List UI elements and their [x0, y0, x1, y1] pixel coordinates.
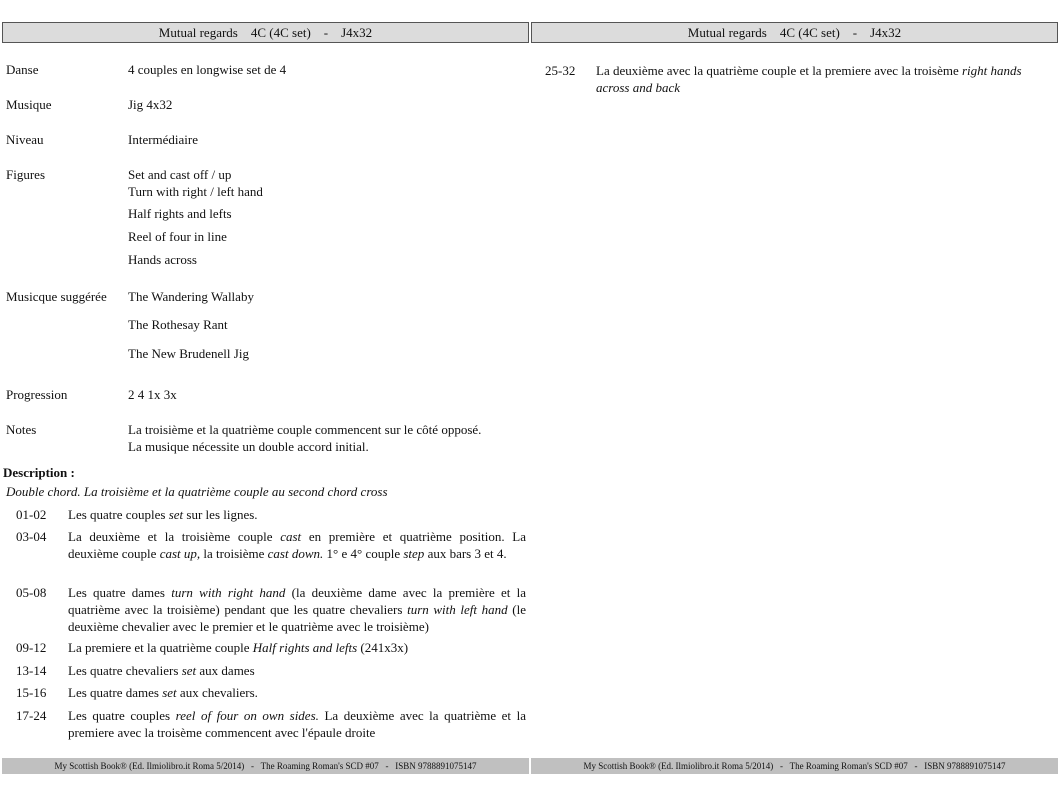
step-text-run: La deuxième avec la quatrième couple et la premiere avec la troisème: [596, 63, 962, 78]
step-text: [68, 639, 526, 656]
step-text-run: aux bars 3 et 4.: [424, 546, 507, 561]
suggested-tune: The Rothesay Rant: [128, 317, 228, 332]
step-text-run: aux dames: [196, 663, 255, 678]
figure-term: step: [403, 546, 425, 561]
figure-term: Half rights and lefts: [252, 640, 358, 655]
step-text: [68, 506, 526, 523]
page-header: Mutual regards 4C (4C set) - J4x32: [2, 22, 529, 43]
step-text-run: (241x3x): [357, 640, 409, 655]
figure-term: cast down.: [267, 546, 324, 561]
step-text-run: Les quatre couples: [68, 507, 169, 522]
niveau-value: Intermédiaire: [128, 132, 199, 147]
step-text-run: La deuxième et la troisième couple: [68, 529, 281, 544]
suggested-music-label: Musicque suggérée: [6, 289, 107, 304]
step-bars: 09-12: [16, 640, 47, 655]
step-bars: 03-04: [16, 529, 47, 544]
figure-item: Half rights and lefts: [128, 206, 232, 221]
step-bars: 13-14: [16, 663, 47, 678]
figure-term: reel of four on own sides.: [175, 708, 319, 723]
figure-item: Turn with right / left hand: [128, 184, 263, 199]
figure-term: set: [162, 685, 177, 700]
danse-label: Danse: [6, 62, 39, 77]
figure-term: right hands across and back: [596, 63, 1022, 95]
left-page: [2, 0, 529, 794]
right-page: [531, 0, 1058, 794]
step-text-run: Les quatre couples: [68, 708, 176, 723]
step-bars: 17-24: [16, 708, 47, 723]
step-bars: 05-08: [16, 585, 47, 600]
step-text-run: La deuxième avec la quatrième et la premiere avec la troisème commencent avec l'épaule droite: [68, 708, 526, 740]
musique-value: Jig 4x32: [128, 97, 173, 112]
musique-label: Musique: [6, 97, 52, 112]
page-footer: My Scottish Book® (Ed. Ilmiolibro.it Roma 5/2014) - The Roaming Roman's SCD #07 - ISBN 9788891075147: [2, 758, 529, 774]
note-line: La musique nécessite un double accord initial.: [128, 439, 369, 454]
figure-item: Set and cast off / up: [128, 167, 232, 182]
figure-term: set: [168, 507, 184, 522]
danse-value: 4 couples en longwise set de 4: [128, 62, 287, 77]
step-bars: 25-32: [545, 63, 576, 78]
page-footer: My Scottish Book® (Ed. Ilmiolibro.it Roma 5/2014) - The Roaming Roman's SCD #07 - ISBN 9788891075147: [531, 758, 1058, 774]
figure-term: turn with right hand: [171, 585, 286, 600]
description-chord: Double chord. La troisième et la quatrième couple au second chord cross: [6, 484, 388, 499]
step-text: [68, 584, 526, 635]
note-line: La troisième et la quatrième couple commencent sur le côté opposé.: [128, 422, 482, 437]
figures-label: Figures: [6, 167, 45, 182]
notes-label: Notes: [6, 422, 37, 437]
figure-item: Reel of four in line: [128, 229, 227, 244]
page-header: Mutual regards 4C (4C set) - J4x32: [531, 22, 1058, 43]
description-title: Description :: [3, 465, 75, 480]
suggested-tune: The Wandering Wallaby: [128, 289, 254, 304]
step-text-run: Les quatre dames: [68, 585, 172, 600]
step-text-run: Les quatre chevaliers: [68, 663, 182, 678]
figure-term: set: [181, 663, 197, 678]
step-text-run: la troisième: [200, 546, 268, 561]
step-text: [68, 528, 526, 562]
step-text-run: 1° e 4° couple: [323, 546, 404, 561]
step-text: [68, 662, 526, 679]
step-text-run: (le deuxième chevalier avec le premier et le quatrième avec le troisième): [68, 602, 526, 634]
step-text-run: aux chevaliers.: [176, 685, 258, 700]
step-bars: 15-16: [16, 685, 47, 700]
step-bars: 01-02: [16, 507, 47, 522]
progression-value: 2 4 1x 3x: [128, 387, 177, 402]
progression-label: Progression: [6, 387, 68, 402]
figure-item: Hands across: [128, 252, 197, 267]
step-text: [68, 684, 526, 701]
figure-term: turn with left hand: [407, 602, 508, 617]
figure-term: cast up,: [159, 546, 201, 561]
niveau-label: Niveau: [6, 132, 44, 147]
step-text: [68, 707, 526, 741]
step-text-run: en première et quatrième position. La deuxième couple: [68, 529, 526, 561]
figure-term: cast: [280, 529, 302, 544]
suggested-tune: The New Brudenell Jig: [128, 346, 249, 361]
step-text-run: Les quatre dames: [68, 685, 163, 700]
step-text: [596, 62, 1036, 96]
step-text-run: La premiere et la quatrième couple: [68, 640, 253, 655]
step-text-run: sur les lignes.: [183, 507, 258, 522]
step-text-run: (la deuxième dame avec la première et la quatrième avec la troisième) pendant que les quatre chevaliers: [68, 585, 526, 617]
